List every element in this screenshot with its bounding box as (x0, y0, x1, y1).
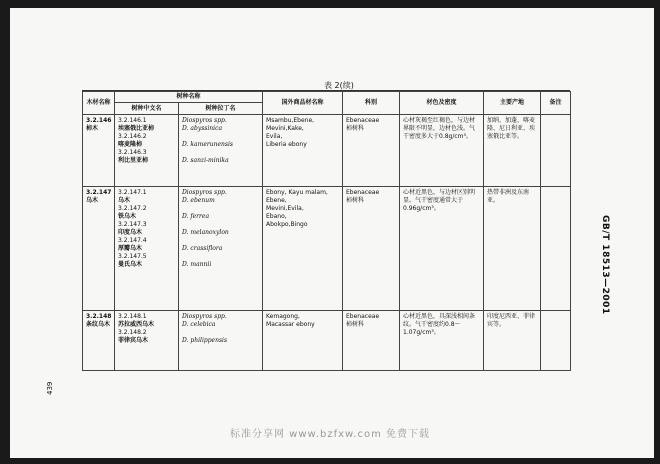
latin-line: Diospyros spp. (182, 313, 227, 320)
origin-text: 加纳、加蓬、喀麦隆、尼日利亚、埃塞俄比亚等。 (487, 117, 536, 140)
wood-name-cell (83, 187, 115, 311)
chinese-line: 3.2.147.5 (118, 253, 147, 260)
color-density-text: 心材近黑色，与边材区别明显。气干密度通常大于0.96g/cm³。 (403, 189, 476, 212)
latin-line (182, 237, 259, 245)
wood-code: 3.2.146 (86, 117, 112, 124)
chinese-line: 厚瓣乌木 (118, 245, 143, 252)
chinese-line: 铁乌木 (118, 213, 137, 220)
chinese-name-cell (115, 311, 179, 371)
standard-code: GB/T 18513—2001 (600, 215, 610, 315)
wood-name: 条纹乌木 (86, 321, 111, 328)
chinese-line: 印度乌木 (118, 229, 143, 236)
header-family: 科别 (343, 92, 400, 115)
latin-name-cell (179, 187, 263, 311)
table-caption: 表 2(续) (324, 81, 354, 90)
foreign-line: Mevini,Evila, (266, 205, 304, 212)
remarks-cell (541, 311, 571, 371)
latin-line: D. sanzi-minika (182, 157, 229, 164)
color-density-text: 心材灰褐至红褐色，与边材界限不明显，边材色浅。气干密度多大于0.8g/cm³。 (403, 117, 476, 140)
family-chinese: 柿树科 (346, 321, 365, 328)
watermark-text: 标准分享网 www.bzfxw.com 免费下载 (230, 429, 430, 440)
foreign-line: Kemagong, (266, 313, 300, 320)
latin-line: D. mannii (182, 261, 212, 268)
family-cell (343, 311, 400, 371)
chinese-line: 3.2.147.3 (118, 221, 147, 228)
chinese-line: 喀麦隆柿 (118, 141, 143, 148)
latin-line (182, 329, 259, 337)
chinese-line: 3.2.146.2 (118, 133, 147, 140)
species-table (82, 91, 571, 371)
chinese-line: 3.2.148.1 (118, 313, 147, 320)
foreign-line: Evila, (266, 133, 283, 140)
foreign-line: Macassar ebony (266, 321, 315, 328)
foreign-line: Mevini,Kake, (266, 125, 304, 132)
family-chinese: 柿树科 (346, 197, 365, 204)
origin-cell (484, 115, 541, 187)
origin-cell (484, 187, 541, 311)
latin-line: D. philippensis (182, 337, 228, 344)
chinese-name-cell (115, 187, 179, 311)
foreign-line: Liberia ebony (266, 141, 307, 148)
foreign-line: Abokpo,Bingo (266, 221, 308, 228)
remarks-cell (541, 115, 571, 187)
chinese-line: 3.2.147.1 (118, 189, 147, 196)
chinese-line: 3.2.146.1 (118, 117, 147, 124)
latin-line: D. kamerunensis (182, 141, 233, 148)
foreign-line: Ebano, (266, 213, 287, 220)
wood-name-cell (83, 115, 115, 187)
origin-text: 热带非洲及东南亚。 (487, 189, 530, 204)
foreign-line: Ebene, (266, 197, 287, 204)
origin-text: 印度尼西亚、菲律宾等。 (487, 313, 536, 328)
family-latin: Ebenaceae (346, 117, 380, 124)
latin-line (182, 149, 259, 157)
chinese-line: 曼氏乌木 (118, 261, 143, 268)
latin-line: Diospyros spp. (182, 117, 227, 124)
latin-line: D. crassiflora (182, 245, 223, 252)
color-density-cell (400, 311, 484, 371)
origin-cell (484, 311, 541, 371)
wood-name: 柿木 (86, 125, 99, 132)
family-latin: Ebenaceae (346, 313, 380, 320)
color-density-cell (400, 115, 484, 187)
foreign-line: Ebony, Kayu malam, (266, 189, 328, 196)
latin-line: D. melanoxylon (182, 229, 229, 236)
remarks-cell (541, 187, 571, 311)
family-cell (343, 187, 400, 311)
header-foreign-trade-name: 国外商品材名称 (263, 92, 343, 115)
wood-name-cell (83, 311, 115, 371)
header-species-name: 树种名称 (115, 92, 263, 103)
table-row (83, 311, 571, 371)
family-latin: Ebenaceae (346, 189, 380, 196)
chinese-line: 3.2.148.2 (118, 329, 147, 336)
latin-line (182, 221, 259, 229)
header-wood-name: 木材名称 (83, 92, 115, 115)
header-latin-name: 树种拉丁名 (179, 103, 263, 115)
header-origin: 主要产地 (484, 92, 541, 115)
color-density-text: 心材近黑色，具深浅相间条纹。气干密度约0.8～1.07g/cm³。 (403, 313, 476, 336)
latin-line: D. ebenum (182, 197, 215, 204)
wood-name: 乌木 (86, 197, 99, 204)
latin-name-cell (179, 311, 263, 371)
chinese-line: 3.2.147.4 (118, 237, 147, 244)
foreign-name-cell (263, 115, 343, 187)
latin-line: D. abyssinica (182, 125, 223, 132)
chinese-line: 埃塞俄比亚柿 (118, 125, 155, 132)
chinese-line: 3.2.146.3 (118, 149, 147, 156)
latin-line: Diospyros spp. (182, 189, 227, 196)
latin-line (182, 253, 259, 261)
header-chinese-name: 树种中文名 (115, 103, 179, 115)
latin-line (182, 205, 259, 213)
chinese-line: 乌木 (118, 197, 131, 204)
latin-line (182, 133, 259, 141)
chinese-line: 菲律宾乌木 (118, 337, 149, 344)
chinese-line: 苏拉威西乌木 (118, 321, 155, 328)
latin-name-cell (179, 115, 263, 187)
latin-line: D. ferrea (182, 213, 210, 220)
latin-line: D. celebica (182, 321, 216, 328)
family-chinese: 柿树科 (346, 125, 365, 132)
foreign-name-cell (263, 187, 343, 311)
color-density-cell (400, 187, 484, 311)
wood-code: 3.2.148 (86, 313, 112, 320)
chinese-name-cell (115, 115, 179, 187)
wood-code: 3.2.147 (86, 189, 112, 196)
table-row (83, 115, 571, 187)
header-remarks: 备注 (541, 92, 571, 115)
family-cell (343, 115, 400, 187)
chinese-line: 3.2.147.2 (118, 205, 147, 212)
chinese-line: 利比里亚柿 (118, 157, 149, 164)
table-row (83, 187, 571, 311)
foreign-name-cell (263, 311, 343, 371)
foreign-line: Msambu,Ebene, (266, 117, 315, 124)
header-color-density: 材色及密度 (400, 92, 484, 115)
page-number: 439 (46, 381, 54, 395)
